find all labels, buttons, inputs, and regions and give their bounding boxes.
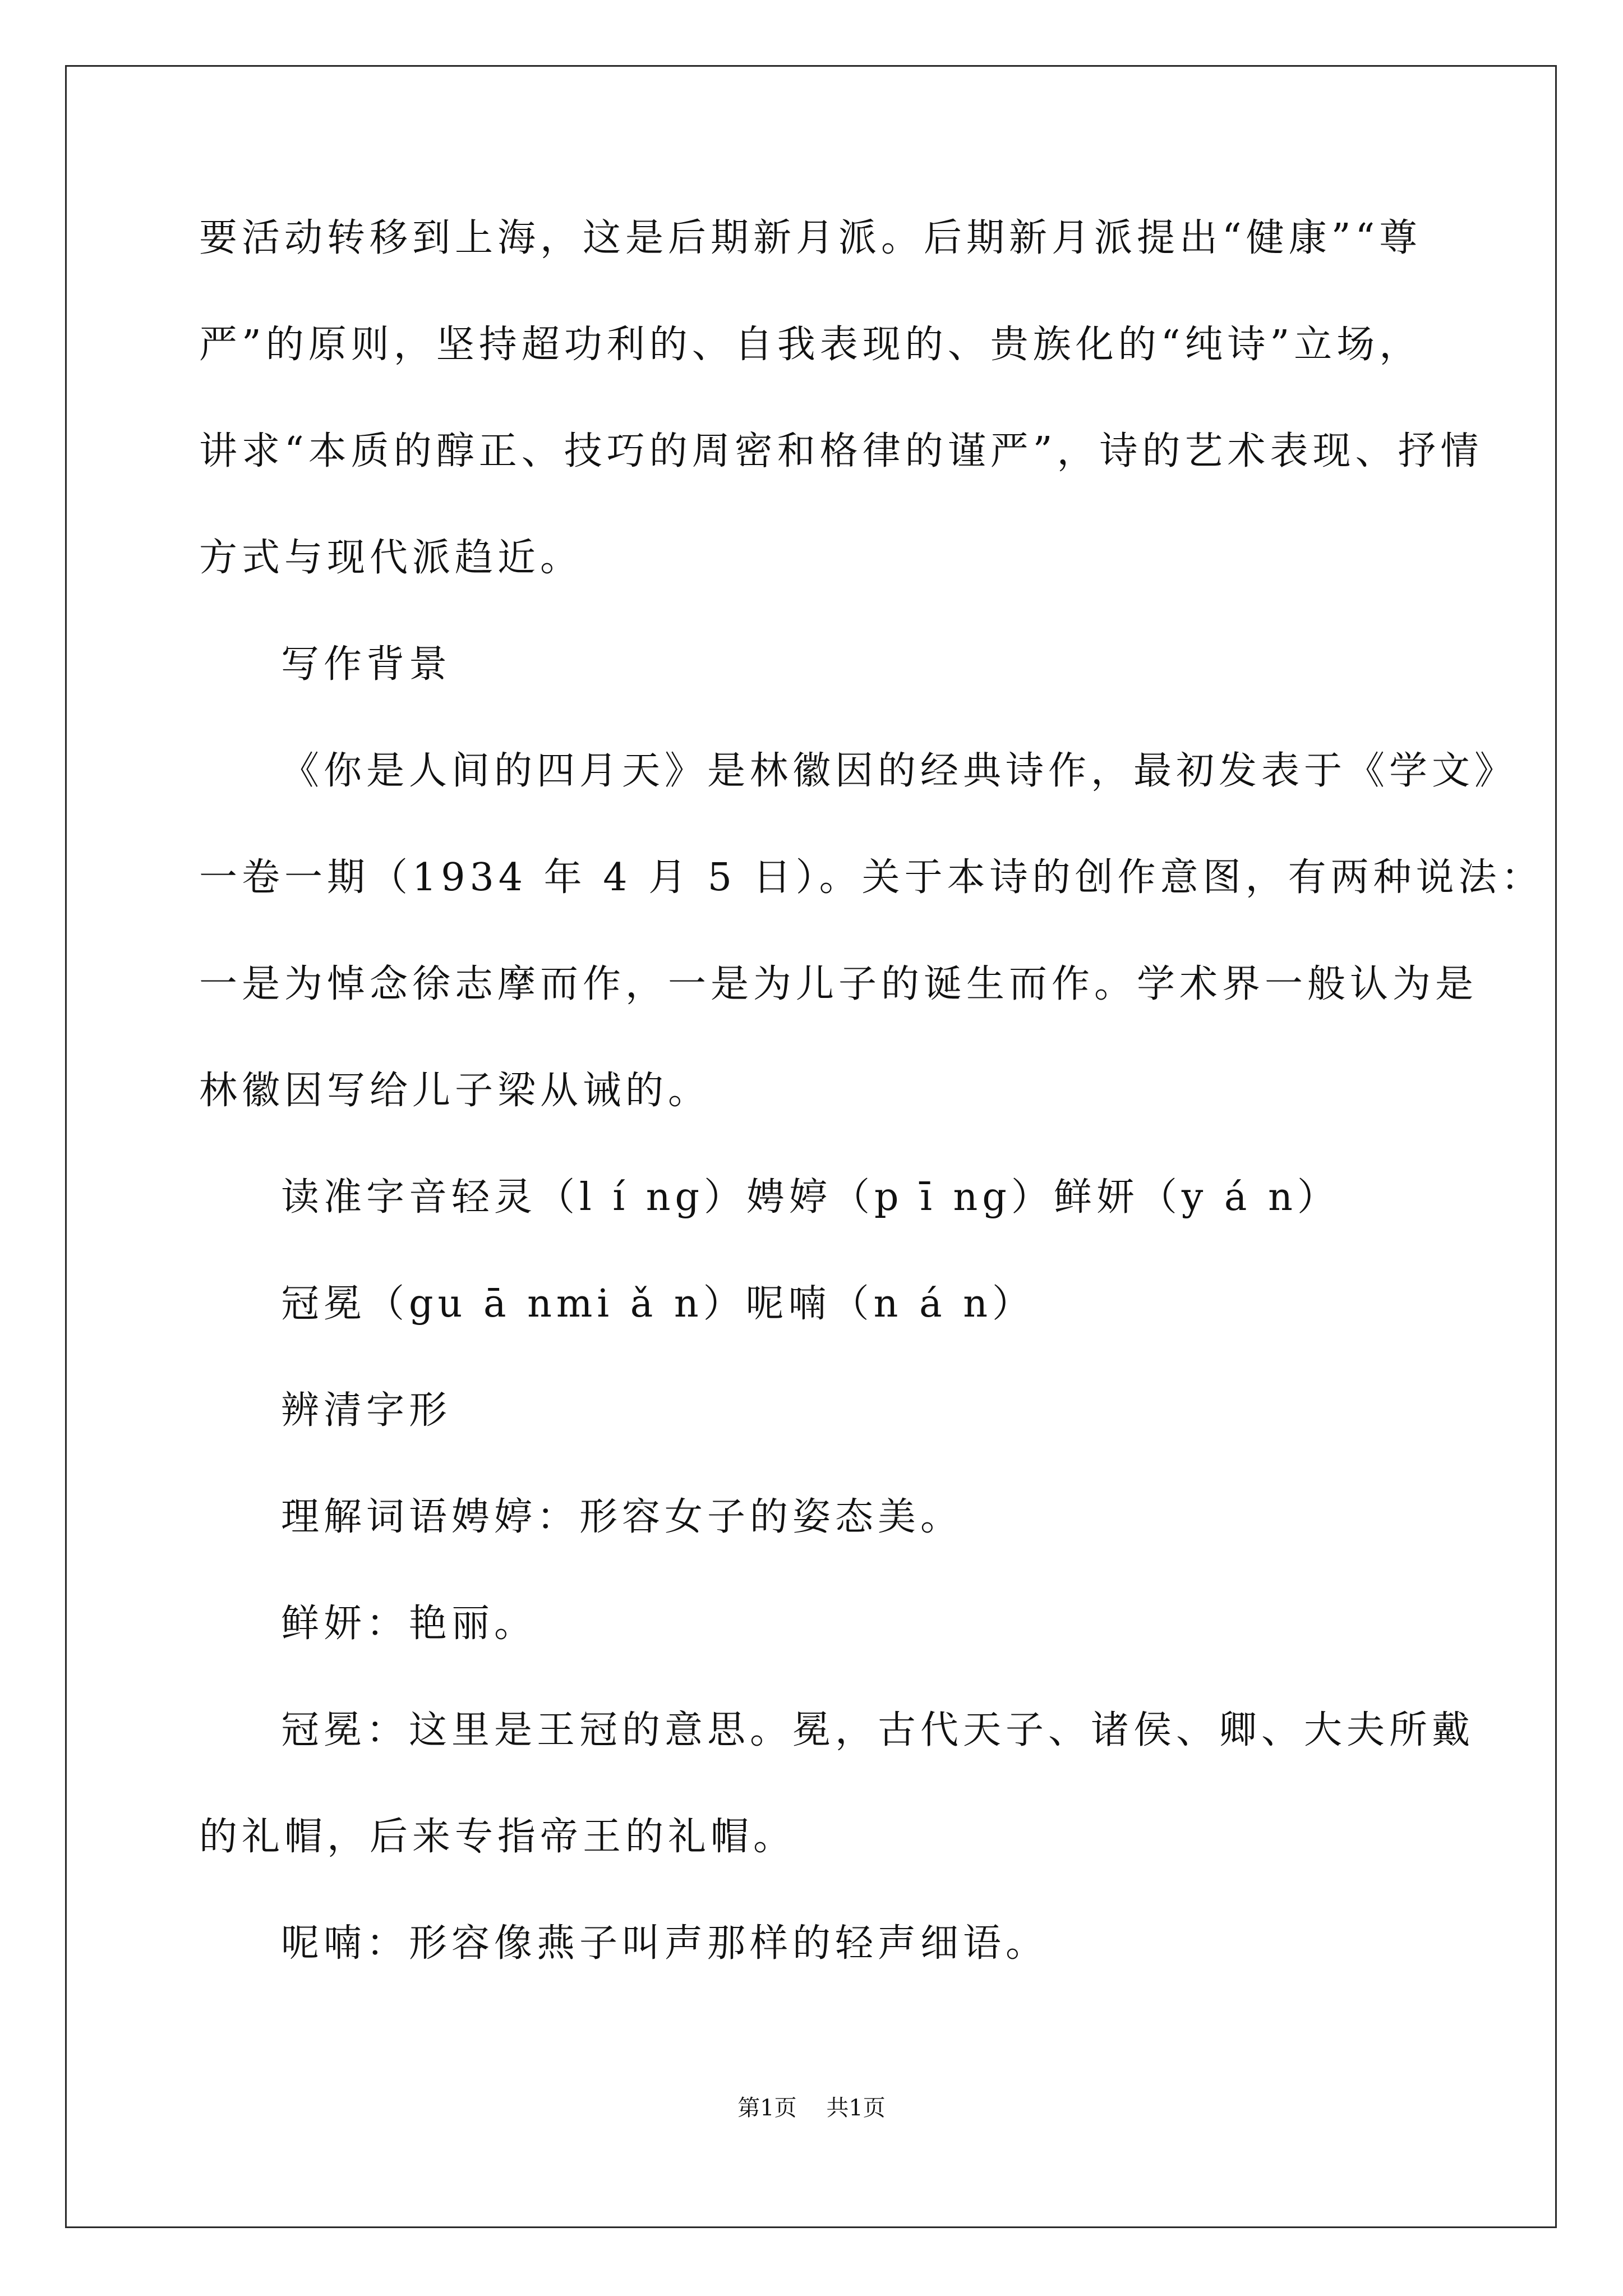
paragraph-line: 一卷一期（1934 年 4 月 5 日）。关于本诗的创作意图，有两种说法：: [199, 855, 1544, 900]
page-total: 共1页: [826, 2095, 886, 2121]
paragraph-line: 《你是人间的四月天》是林徽因的经典诗作，最初发表于《学文》: [281, 749, 1518, 793]
definition-line: 呢喃：形容像燕子叫声那样的轻声细语。: [281, 1921, 1049, 1966]
paragraph-line: 严”的原则，坚持超功利的、自我表现的、贵族化的“纯诗”立场，: [199, 323, 1422, 367]
page-border: [65, 65, 1557, 2228]
paragraph-line: 林徽因写给儿子梁从诫的。: [199, 1069, 711, 1113]
paragraph-line: 讲求“本质的醇正、技巧的周密和格律的谨严”，诗的艺术表现、抒情: [199, 429, 1483, 473]
definition-line: 冠冕：这里是王冠的意思。冕，古代天子、诸侯、卿、大夫所戴: [281, 1708, 1475, 1752]
definition-line: 的礼帽，后来专指帝王的礼帽。: [199, 1815, 796, 1859]
definition-line: 鲜妍：艳丽。: [281, 1602, 537, 1646]
paragraph-line: 一是为悼念徐志摩而作，一是为儿子的诞生而作。学术界一般认为是: [199, 962, 1478, 1006]
definition-line: 理解词语娉婷：形容女子的姿态美。: [281, 1495, 963, 1539]
page-number: 第1页: [737, 2095, 797, 2121]
paragraph-line: 方式与现代派趋近。: [199, 536, 583, 580]
paragraph-line: 要活动转移到上海，这是后期新月派。后期新月派提出“健康”“尊: [199, 216, 1422, 260]
page-footer: [0, 2091, 1623, 2125]
section-heading: 辨清字形: [281, 1388, 452, 1433]
pronunciation-line: 读准字音轻灵（l í ng）娉婷（p ī ng）鲜妍（y á n）: [281, 1175, 1340, 1220]
pronunciation-line: 冠冕（gu ā nmi ǎ n）呢喃（n á n）: [281, 1282, 1035, 1326]
section-heading: 写作背景: [281, 642, 452, 687]
